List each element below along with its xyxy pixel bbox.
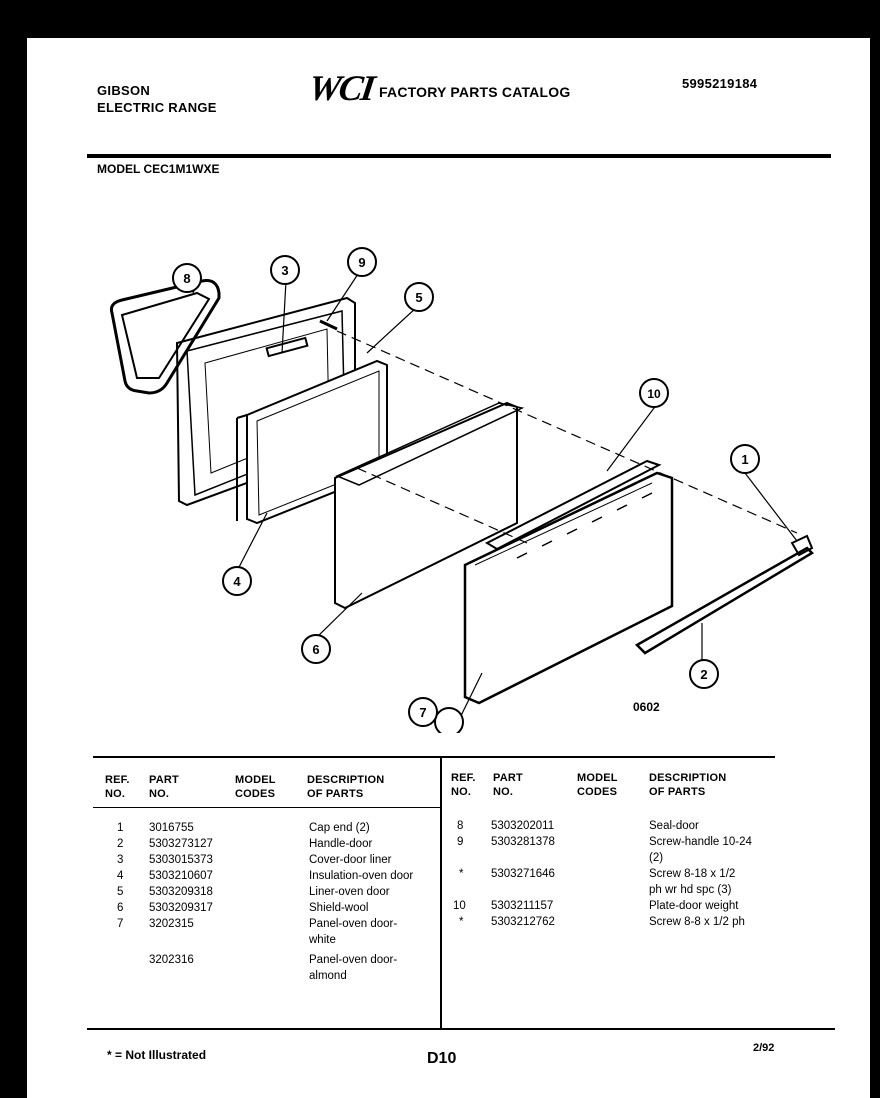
header-model-right: MODEL CODES [577,772,618,798]
brand-line1: GIBSON [97,83,151,98]
table-row: 7 3202315 Panel-oven door- white [117,918,398,946]
header-model-left: MODEL CODES [235,774,276,800]
header-part-left: PART NO. [149,774,179,800]
wci-logo: WCI [306,68,376,108]
table-row: 3 5303015373 Cover-door liner [117,854,392,866]
model-label: MODEL CEC1M1WXE [97,162,220,176]
table-row: 10 5303211157 Plate-door weight [453,900,739,912]
svg-text:2: 2 [700,667,708,682]
callout-7-badge [405,694,441,730]
callout-2 [690,660,718,688]
svg-text:1: 1 [741,452,749,467]
header-ref-right: REF. NO. [451,772,476,798]
svg-text:4: 4 [233,574,241,589]
drawing-code: 0602 [633,700,660,714]
callout-8 [173,264,201,292]
table-row: 6 5303209317 Shield-wool [117,902,369,914]
table-row: 4 5303210607 Insulation-oven door [117,870,414,882]
callout-10 [640,379,668,407]
callout-4 [223,567,251,595]
svg-text:5: 5 [415,290,423,305]
table-row: * 5303212762 Screw 8-8 x 1/2 ph [459,916,745,928]
exploded-parts-diagram [87,203,827,733]
callout-6 [302,635,330,663]
table-row: * 5303271646 Screw 8-18 x 1/2 ph wr hd spc (3) [459,868,736,896]
brand-line2: ELECTRIC RANGE [97,100,217,115]
brand-block [97,82,217,116]
handle-screw [320,321,337,329]
header-rule [87,154,831,158]
callout-1 [731,445,759,473]
callout-5 [405,283,433,311]
table-row: 5 5303209318 Liner-oven door [117,886,390,898]
document-number: 5995219184 [682,76,758,91]
callout-3 [271,256,299,284]
catalog-title: FACTORY PARTS CATALOG [379,84,571,100]
svg-text:6: 6 [312,642,320,657]
header-ref-left: REF. NO. [105,774,130,800]
table-row: 2 5303273127 Handle-door [117,838,373,850]
table-row: 3202316 Panel-oven door- almond [149,954,398,982]
svg-text:9: 9 [358,255,366,270]
parts-table-left [117,820,437,984]
table-header-rule [93,807,440,808]
page-code: D10 [427,1050,457,1067]
catalog-header [306,67,571,109]
catalog-page [27,38,870,1098]
callout-9 [348,248,376,276]
table-row: 1 3016755 Cap end (2) [117,822,370,834]
table-row: 9 5303281378 Screw-handle 10-24 (2) [457,836,752,864]
header-desc-right: DESCRIPTION OF PARTS [649,772,727,798]
header-part-right: PART NO. [493,772,523,798]
table-divider [440,756,442,1028]
not-illustrated-note: * = Not Illustrated [107,1048,207,1062]
svg-text:10: 10 [647,387,661,401]
table-bottom-rule [87,1028,835,1030]
liner-bracket [267,338,308,356]
parts-table-right [455,818,785,930]
table-row: 8 5303202011 Seal-door [457,820,699,832]
liner-edge-line [237,415,247,418]
svg-text:7: 7 [419,705,427,720]
svg-text:3: 3 [281,263,289,278]
svg-text:8: 8 [183,271,191,286]
revision-date: 2/92 [753,1042,775,1054]
header-desc-left: DESCRIPTION OF PARTS [307,774,385,800]
table-top-rule [93,756,775,758]
